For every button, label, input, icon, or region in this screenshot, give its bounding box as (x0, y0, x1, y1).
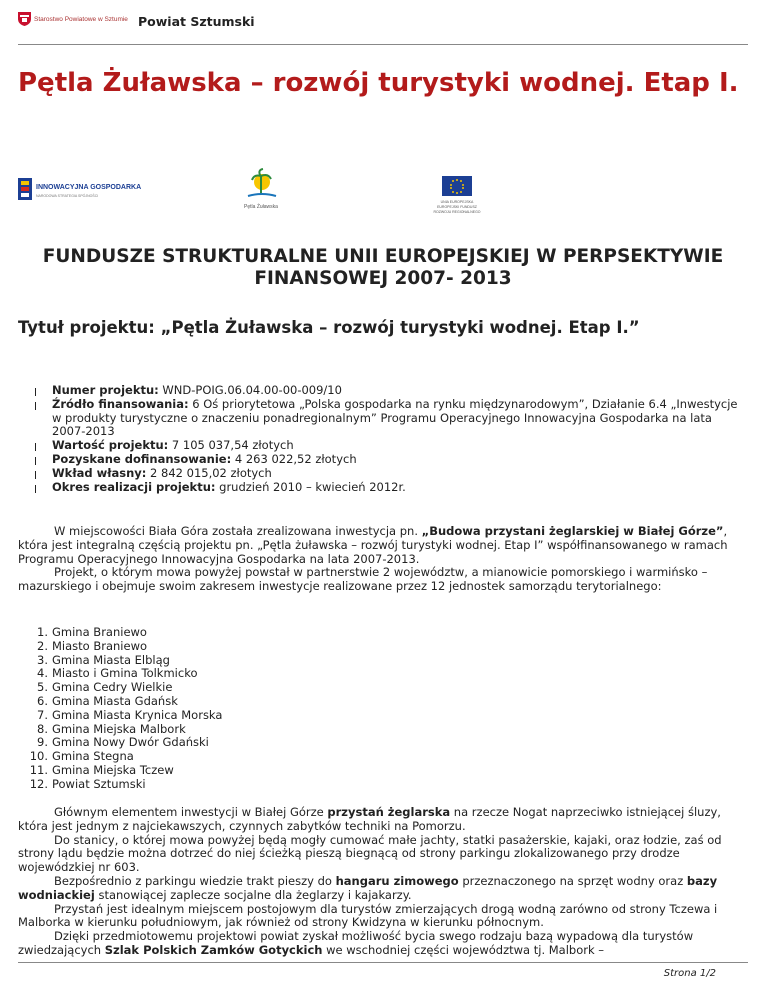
detail-value: 6 Oś priorytetowa „Polska gospodarka na rynku międzynarodowym”, Działanie 6.4 „Inwestycje w produkty turystyczne o znaczeniu ponadregionalnym” Programu Operacyjnego Innowacyjna Gospodarka na lata 2007-2013 (52, 396, 738, 439)
logo-row (18, 168, 748, 218)
detail-label: Wartość projektu: (52, 438, 169, 453)
starostwo-logo[interactable] (18, 12, 128, 26)
intro-d: Projekt, o którym mowa powyżej powstał w partnerstwie 2 województw, a mianowicie pomorskiego i warmińsko – mazurskiego i obejmuje swoim zakresem inwestycje realizowane przez 12 jednostek samorządu terytorialnego: (18, 565, 708, 594)
list-item: 9. Gmina Nowy Dwór Gdański (37, 735, 209, 750)
list-item: 12. Powiat Sztumski (29, 776, 146, 791)
detail-item (32, 398, 748, 439)
project-details (32, 384, 748, 494)
detail-item (32, 467, 748, 481)
detail-label: Pozyskane dofinansowanie: (52, 451, 232, 466)
page-header (18, 8, 748, 44)
innowacyjna-gospodarka-logo (18, 176, 142, 204)
logo2-text: Pętla Żuławska (244, 204, 278, 210)
detail-label: Wkład własny: (52, 465, 147, 480)
logo1-sub: NARODOWA STRATEGIA SPÓJNOŚCI (36, 194, 99, 198)
list-item: 11. Gmina Miejska Tczew (29, 762, 174, 777)
crest-icon (18, 12, 31, 26)
logo3-line3: ROZWOJU REGIONALNEGO (433, 210, 481, 214)
logo3-line2: EUROPEJSKI FUNDUSZ (437, 205, 477, 209)
detail-value: WND-POIG.06.04.00-00-009/10 (158, 383, 342, 397)
intro-a: W miejscowości Biała Góra została zrealizowana inwestycja pn. (54, 524, 422, 538)
list-item: 1. Gmina Braniewo (37, 625, 147, 639)
funds-heading: FUNDUSZE STRUKTURALNE UNII EUROPEJSKIEJ W PERPSEKTYWIE FINANSOWEJ 2007- 2013 (42, 246, 724, 289)
project-title: Tytuł projektu: „Pętla Żuławska – rozwój turystyki wodnej. Etap I.” (18, 318, 640, 337)
logo1-text: INNOWACYJNA GOSPODARKA (36, 184, 142, 191)
detail-item (32, 453, 748, 467)
list-item: 6. Gmina Miasta Gdańsk (37, 693, 178, 708)
detail-label: Numer projektu: (52, 383, 159, 397)
page-title: Pętla Żuławska – rozwój turystyki wodnej. Etap I. (18, 68, 739, 98)
site-name[interactable]: Powiat Sztumski (138, 14, 255, 29)
partner-list (18, 626, 318, 792)
list-item: 8. Gmina Miejska Malbork (37, 721, 186, 736)
footer-divider (18, 962, 748, 963)
list-item: 7. Gmina Miasta Krynica Morska (37, 707, 223, 722)
petla-zulawska-logo (230, 168, 292, 212)
detail-label: Źródło finansowania: (52, 396, 189, 411)
header-divider (18, 44, 748, 45)
detail-value: grudzień 2010 – kwiecień 2012r. (215, 479, 406, 494)
description-paragraph: Głównym elementem inwestycji w Białej Górze przystań żeglarska na rzecze Nogat naprzeciwko istniejącej śluzy, która jest jednym z najciekawszych, czynnych zabytków techniki na Pomorzu. Do stanicy, o której mowa powyżej będą mogły cumować małe jachty, statki pasażerskie, kajaki, oraz łodzie, zaś od strony lądu będzie można dotrzeć do niej ścieżką pieszą biegnącą od strony parkingu zlokalizowanego przy drodze wojewódzkiej nr 603. Bezpośrednio z parkingu wiedzie trakt pieszy do hangaru zimowego przeznaczonego na sprzęt wodny oraz bazy wodniackiej stanowiącej zaplecze socjalne dla żeglarzy i kajakarzy. Przystań jest idealnym miejscem postojowym dla turystów zmierzających drogą wodną zarówno od strony Tczewa i Malborka w kierunku południowym, jak również od strony Kwidzyna w kierunku północnym. Dzięki przedmiotowemu projektowi powiat zyskał możliwość bycia swego rodzaju bazą wypadową dla turystów zwiedzających Szlak Polskich Zamków Gotyckich we wschodniej części województwa tj. Malbork – (18, 805, 722, 957)
list-item: 2. Miasto Braniewo (37, 638, 148, 653)
page-number: Strona 1/2 (663, 968, 716, 979)
detail-label: Okres realizacji projektu: (52, 479, 216, 494)
list-item: 4. Miasto i Gmina Tolkmicko (37, 666, 198, 681)
detail-value: 7 105 037,54 złotych (168, 438, 294, 453)
unia-europejska-logo (430, 176, 486, 218)
intro-b: „Budowa przystani żeglarskiej w Białej Górze” (421, 524, 724, 538)
detail-item (32, 481, 748, 495)
intro-c: , która jest integralną częścią projektu pn. „Pętla żuławska – rozwój turystyki wodnej. Etap I” współfinansowanego w ramach Programu Operacyjnego Innowacyjna Gospodarka na lata 2007-2013. (18, 524, 728, 566)
detail-item (32, 439, 748, 453)
intro-paragraph (18, 525, 748, 594)
list-item: 10. Gmina Stegna (29, 749, 134, 764)
detail-item (32, 384, 748, 398)
logo3-line1: UNIA EUROPEJSKA (440, 200, 474, 204)
list-item: 5. Gmina Cedry Wielkie (37, 680, 173, 695)
detail-value: 2 842 015,02 złotych (146, 465, 272, 480)
logo-text: Starostwo Powiatowe w Sztumie (34, 15, 128, 23)
detail-value: 4 263 022,52 złotych (231, 451, 357, 466)
list-item: 3. Gmina Miasta Elbląg (37, 652, 170, 667)
